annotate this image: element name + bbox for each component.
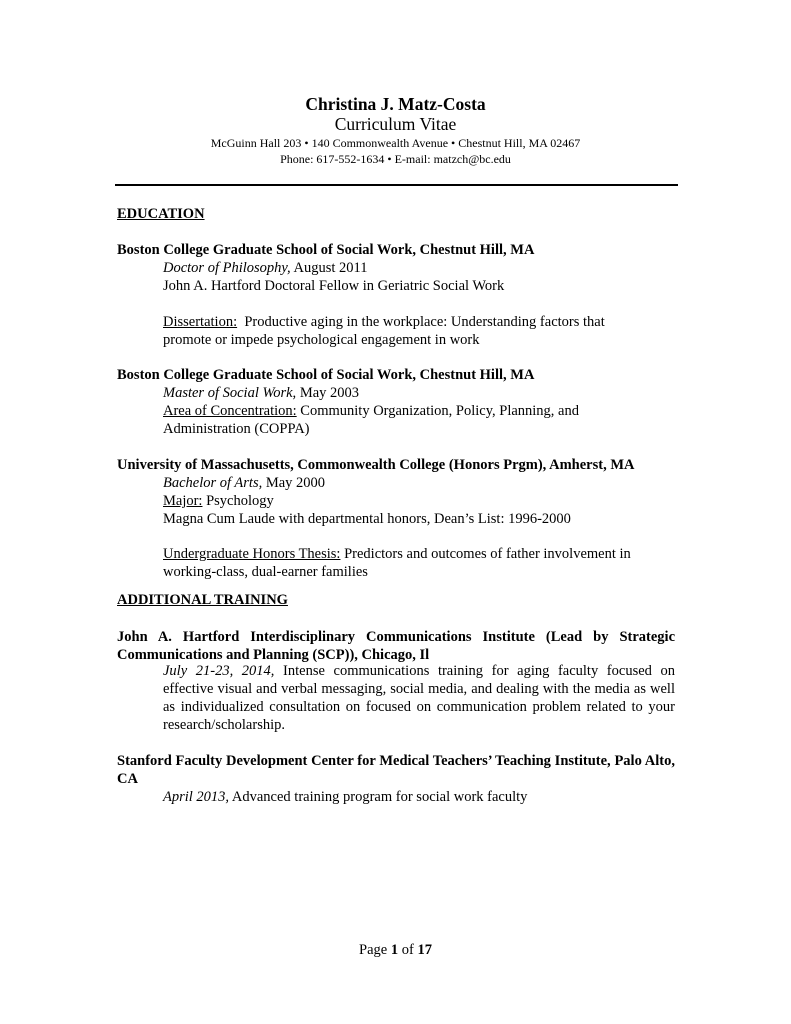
dissertation-title: Productive aging in the workplace: Understanding factors that [237, 314, 605, 330]
thesis-label: Undergraduate Honors Thesis: [163, 546, 341, 562]
address-city: Chestnut Hill, MA 02467 [458, 136, 581, 150]
header-divider [115, 184, 678, 186]
thesis-title: Predictors and outcomes of father involvement in [340, 546, 631, 562]
education-institution: University of Massachusetts, Commonwealth College (Honors Prgm), Amherst, MA [117, 457, 635, 473]
thesis-line [163, 545, 631, 563]
training-date: April 2013, [163, 789, 230, 805]
contact-phone-email [0, 152, 791, 167]
fellowship-note: John A. Hartford Doctoral Fellow in Geriatric Social Work [163, 278, 505, 294]
training-title: Stanford Faculty Development Center for Medical Teachers’ Teaching Institute, Palo Alto, CA [117, 753, 675, 787]
concentration-value: Community Organization, Policy, Planning, and [296, 403, 579, 419]
concentration-line [163, 402, 579, 420]
thesis-title-cont: working-class, dual-earner families [163, 564, 368, 580]
degree: Master of Social Work, [163, 385, 297, 401]
of-word: of [398, 942, 418, 958]
training-description [163, 662, 675, 734]
training-date: July 21-23, 2014, [163, 663, 275, 679]
education-heading: EDUCATION [117, 206, 205, 222]
education-institution: Boston College Graduate School of Social Work, Chestnut Hill, MA [117, 242, 535, 258]
degree-date: August 2011 [290, 260, 368, 276]
major-value: Psychology [202, 493, 274, 509]
degree: Doctor of Philosophy, [163, 260, 291, 276]
current-page: 1 [390, 942, 399, 958]
bullet-separator: • [451, 136, 456, 150]
dissertation-title-cont: promote or impede psychological engagement in work [163, 332, 480, 348]
major-line [163, 492, 274, 510]
contact-address [0, 136, 791, 151]
training-heading: ADDITIONAL TRAINING [117, 592, 288, 608]
training-text: Intense communications training for aging faculty focused on effective visual and verbal messaging, social media, and dealing with the media as well as individualized consultation on focused on communication problem related to your research/scholarship. [163, 663, 675, 733]
concentration-value-cont: Administration (COPPA) [163, 421, 310, 437]
dissertation-label: Dissertation: [163, 314, 238, 330]
page-footer [0, 942, 791, 959]
education-degree-line [163, 259, 368, 277]
address-street: 140 Commonwealth Avenue [311, 136, 449, 150]
total-pages: 17 [417, 942, 432, 958]
training-description [163, 788, 675, 806]
page-word: Page [359, 942, 391, 958]
bullet-separator: • [304, 136, 309, 150]
honors-line: Magna Cum Laude with departmental honors, Dean’s List: 1996-2000 [163, 511, 571, 527]
degree-date: May 2003 [296, 385, 360, 401]
education-institution: Boston College Graduate School of Social Work, Chestnut Hill, MA [117, 367, 535, 383]
major-label: Major: [163, 493, 203, 509]
cv-name: Christina J. Matz-Costa [305, 94, 486, 114]
degree: Bachelor of Arts, [163, 475, 263, 491]
dissertation-line [163, 313, 605, 331]
education-degree-line [163, 474, 325, 492]
training-title: John A. Hartford Interdisciplinary Communications Institute (Lead by Strategic Communications and Planning (SCP)), Chicago, Il [117, 629, 675, 663]
training-text: Advanced training program for social work faculty [229, 789, 528, 805]
cv-subtitle: Curriculum Vitae [334, 114, 457, 134]
email: E-mail: matzch@bc.edu [394, 152, 511, 166]
phone: Phone: 617-552-1634 [280, 152, 385, 166]
bullet-separator: • [387, 152, 392, 166]
concentration-label: Area of Concentration: [163, 403, 297, 419]
address-building: McGuinn Hall 203 [210, 136, 302, 150]
education-degree-line [163, 384, 359, 402]
degree-date: May 2000 [262, 475, 326, 491]
